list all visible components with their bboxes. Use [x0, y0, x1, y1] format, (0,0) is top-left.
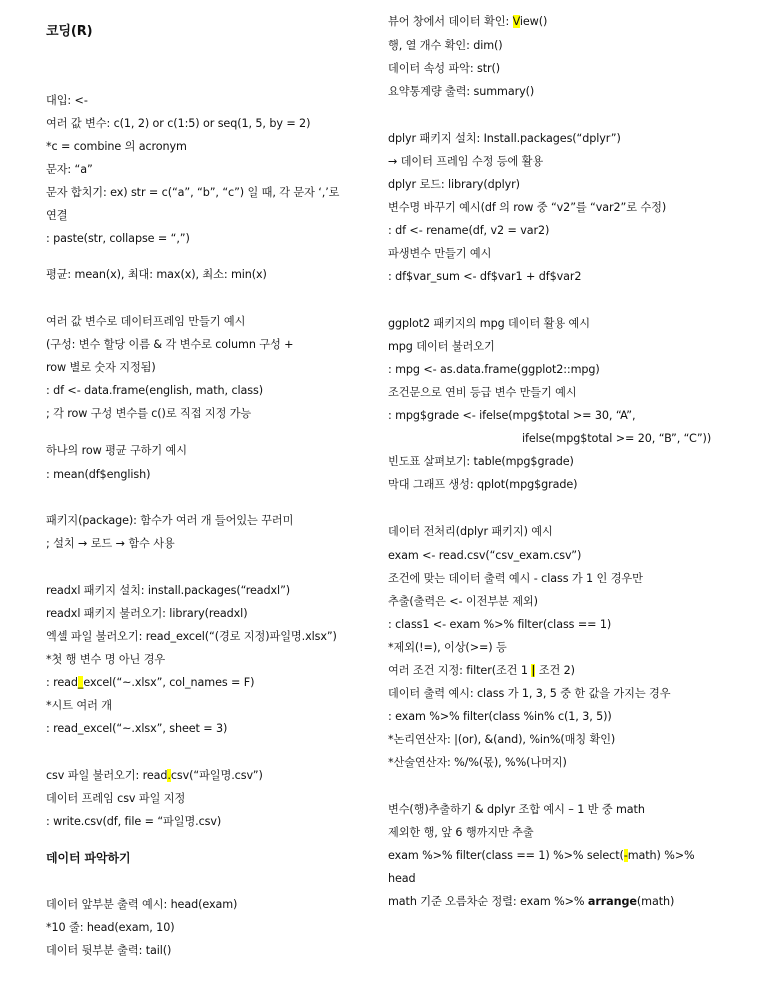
- left-column-line: [46, 93, 88, 109]
- highlighted-text: |: [531, 664, 536, 677]
- line-text: 데이터 앞부분 출력 예시: head(exam): [46, 898, 238, 911]
- right-column-line: [388, 871, 416, 887]
- line-text: *10 줄: head(exam, 10): [46, 921, 175, 934]
- line-text: 데이터 프레임 csv 파일 지정: [46, 792, 186, 805]
- left-column-line: [46, 652, 165, 668]
- document-title: [46, 24, 93, 40]
- line-text: *산술연산자: %/%(몫), %%(나머지): [388, 756, 567, 769]
- left-column-line: [46, 920, 175, 936]
- right-column-line: [388, 548, 581, 564]
- line-text: 데이터 파악하기: [46, 851, 131, 865]
- line-text: 엑셀 파일 불러오기: read_excel(“(경로 지정)파일명.xlsx”): [46, 630, 337, 643]
- right-column-line: [388, 640, 507, 656]
- highlighted-text: .: [167, 769, 171, 782]
- line-text: : df <- rename(df, v2 = var2): [388, 224, 550, 237]
- left-column-line: [46, 721, 227, 737]
- line-text: mpg 데이터 불러오기: [388, 340, 495, 353]
- line-text: row 별로 숫자 지정됨): [46, 361, 156, 374]
- line-text: 조건문으로 연비 등급 변수 만들기 예시: [388, 386, 577, 399]
- left-column-line: [46, 943, 171, 959]
- line-text: exam <- read.csv(“csv_exam.csv”): [388, 549, 582, 562]
- right-column-line: [388, 131, 621, 147]
- line-text: 여러 조건 지정: filter(조건 1: [388, 664, 532, 677]
- line-text: 데이터 뒷부분 출력: tail(): [46, 944, 172, 957]
- left-column-line: [46, 116, 310, 132]
- line-text: : mpg$grade <- ifelse(mpg$total >= 30, “A”,: [388, 409, 636, 422]
- right-column-line: [388, 385, 577, 401]
- right-column-line: [388, 223, 549, 239]
- highlighted-text: _: [77, 676, 84, 689]
- line-text: 데이터 속성 파악: str(): [388, 62, 501, 75]
- left-column-line: [46, 208, 67, 224]
- line-text: 패키지(package): 함수가 여러 개 들어있는 꾸러미: [46, 514, 294, 527]
- right-column-line: [388, 200, 666, 216]
- right-column-line: [388, 408, 635, 424]
- line-text: 하나의 row 평균 구하기 예시: [46, 444, 187, 457]
- line-text: dplyr 패키지 설치: Install.packages(“dplyr”): [388, 132, 621, 145]
- right-column-line: [388, 825, 534, 841]
- right-column-line: [388, 477, 577, 493]
- line-text: ifelse(mpg$total >= 20, “B”, “C”)): [522, 432, 712, 445]
- left-column-line: [46, 383, 263, 399]
- right-column-line: [388, 454, 574, 470]
- line-text: 조건에 맞는 데이터 출력 예시 - class 가 1 인 경우만: [388, 572, 643, 585]
- line-text: 문자 합치기: ex) str = c(“a”, “b”, “c”) 일 때, 각 문자 ‘,’로: [46, 186, 340, 199]
- line-text: csv(“파일명.csv”): [170, 769, 263, 782]
- line-text: *제외(!=), 이상(>=) 등: [388, 641, 507, 654]
- line-text: ; 각 row 구성 변수를 c()로 직접 지정 가능: [46, 407, 252, 420]
- line-text: 데이터 출력 예시: class 가 1, 3, 5 중 한 값을 가지는 경우: [388, 687, 671, 700]
- line-text: 여러 값 변수로 데이터프레임 만들기 예시: [46, 315, 246, 328]
- right-column-line: [388, 61, 500, 77]
- line-text: 평균: mean(x), 최대: max(x), 최소: min(x): [46, 268, 267, 281]
- left-column-line: [46, 139, 187, 155]
- right-column-line: [522, 431, 711, 447]
- line-text: : exam %>% filter(class %in% c(1, 3, 5)): [388, 710, 612, 723]
- right-column-line: [388, 84, 534, 100]
- line-text: *첫 행 변수 명 아닌 경우: [46, 653, 166, 666]
- line-text: ggplot2 패키지의 mpg 데이터 활용 예시: [388, 317, 590, 330]
- line-text: : df <- data.frame(english, math, class): [46, 384, 263, 397]
- line-text: 막대 그래프 생성: qplot(mpg$grade): [388, 478, 578, 491]
- line-text: 제외한 행, 앞 6 행까지만 추출: [388, 826, 534, 839]
- left-column-line: [46, 791, 185, 807]
- right-column-line: [388, 663, 575, 679]
- line-text: 문자: “a”: [46, 163, 93, 176]
- line-text: 변수명 바꾸기 예시(df 의 row 중 “v2”를 “var2”로 수정): [388, 201, 667, 214]
- left-column-line: [46, 162, 93, 178]
- left-column-line: [46, 443, 187, 459]
- right-column-line: [388, 177, 520, 193]
- line-text: 빈도표 살펴보기: table(mpg$grade): [388, 455, 574, 468]
- line-text: *c = combine 의 acronym: [46, 140, 187, 153]
- line-text: : write.csv(df, file = “파일명.csv): [46, 815, 222, 828]
- line-text: 여러 값 변수: c(1, 2) or c(1:5) or seq(1, 5, by = 2): [46, 117, 311, 130]
- left-column-line: [46, 698, 112, 714]
- right-column-line: [388, 617, 611, 633]
- right-column-line: [388, 732, 615, 748]
- line-text: csv 파일 불러오기: read: [46, 769, 168, 782]
- line-text: 데이터 전처리(dplyr 패키지) 예시: [388, 525, 553, 538]
- line-text: 변수(행)추출하기 & dplyr 조합 예시 – 1 반 중 math: [388, 803, 645, 816]
- line-text: 파생변수 만들기 예시: [388, 247, 492, 260]
- right-column-line: [388, 686, 670, 702]
- left-column-line: [46, 267, 267, 283]
- highlighted-text: V: [512, 15, 520, 28]
- line-text: 대입: <-: [46, 94, 88, 107]
- left-column-line: [46, 185, 339, 201]
- left-column-line: [46, 406, 251, 422]
- right-column-line: [388, 524, 553, 540]
- line-text: : df$var_sum <- df$var1 + df$var2: [388, 270, 582, 283]
- left-column-line: [46, 513, 293, 529]
- line-text: 연결: [46, 209, 68, 222]
- line-text: ; 설치 → 로드 → 함수 사용: [46, 537, 175, 550]
- right-column-line: [388, 316, 590, 332]
- line-text: dplyr 로드: library(dplyr): [388, 178, 520, 191]
- line-text: : paste(str, collapse = “,”): [46, 232, 190, 245]
- line-text: (math): [636, 895, 675, 908]
- right-column-line: [388, 362, 600, 378]
- right-column-line: [388, 246, 491, 262]
- line-text: (구성: 변수 할당 이름 & 각 변수로 column 구성 +: [46, 338, 294, 351]
- right-column-line: [388, 571, 643, 587]
- left-column-line: [46, 583, 290, 599]
- left-column-line: [46, 606, 247, 622]
- left-column-line: [46, 629, 337, 645]
- left-column-line: [46, 897, 237, 913]
- right-column-line: [388, 38, 503, 54]
- left-column-line: [46, 536, 175, 552]
- line-text: head: [388, 872, 416, 885]
- bold-text: arrange: [587, 895, 637, 908]
- left-column-line: [46, 360, 156, 376]
- right-column-line: [388, 802, 645, 818]
- line-text: 뷰어 창에서 데이터 확인:: [388, 15, 513, 28]
- line-text: : mpg <- as.data.frame(ggplot2::mpg): [388, 363, 600, 376]
- right-column-line: [388, 339, 495, 355]
- right-column-line: [388, 269, 581, 285]
- right-column-line: [388, 894, 674, 910]
- left-column-line: [46, 768, 263, 784]
- right-column-line: [388, 154, 543, 170]
- left-column-line: [46, 231, 190, 247]
- line-text: : read_excel(“~.xlsx”, sheet = 3): [46, 722, 228, 735]
- left-column-line: [46, 314, 245, 330]
- highlighted-text: -: [623, 849, 628, 862]
- line-text: math 기준 오름차순 정렬: exam %>%: [388, 895, 588, 908]
- left-column-line: [46, 675, 254, 691]
- section-heading: [46, 850, 131, 866]
- line-text: 조건 2): [535, 664, 575, 677]
- line-text: excel(“~.xlsx”, col_names = F): [83, 676, 255, 689]
- right-column-line: [388, 755, 567, 771]
- line-text: : read: [46, 676, 78, 689]
- line-text: readxl 패키지 불러오기: library(readxl): [46, 607, 248, 620]
- line-text: exam %>% filter(class == 1) %>% select(: [388, 849, 624, 862]
- right-column-line: [388, 594, 538, 610]
- line-text: → 데이터 프레임 수정 등에 활용: [388, 155, 544, 168]
- line-text: iew(): [519, 15, 548, 28]
- line-text: *논리연산자: |(or), &(and), %in%(매칭 확인): [388, 733, 616, 746]
- line-text: 요약통계량 출력: summary(): [388, 85, 535, 98]
- line-text: *시트 여러 개: [46, 699, 112, 712]
- line-text: : class1 <- exam %>% filter(class == 1): [388, 618, 612, 631]
- right-column-line: [388, 848, 695, 864]
- right-column-line: [388, 14, 547, 30]
- right-column-line: [388, 709, 612, 725]
- line-text: math) %>%: [627, 849, 695, 862]
- line-text: : mean(df$english): [46, 468, 151, 481]
- line-text: 추출(출력은 <- 이전부분 제외): [388, 595, 538, 608]
- left-column-line: [46, 814, 221, 830]
- left-column-line: [46, 467, 150, 483]
- line-text: 행, 열 개수 확인: dim(): [388, 39, 503, 52]
- left-column-line: [46, 337, 293, 353]
- line-text: readxl 패키지 설치: install.packages(“readxl”): [46, 584, 291, 597]
- line-text: 코딩(R): [46, 24, 93, 39]
